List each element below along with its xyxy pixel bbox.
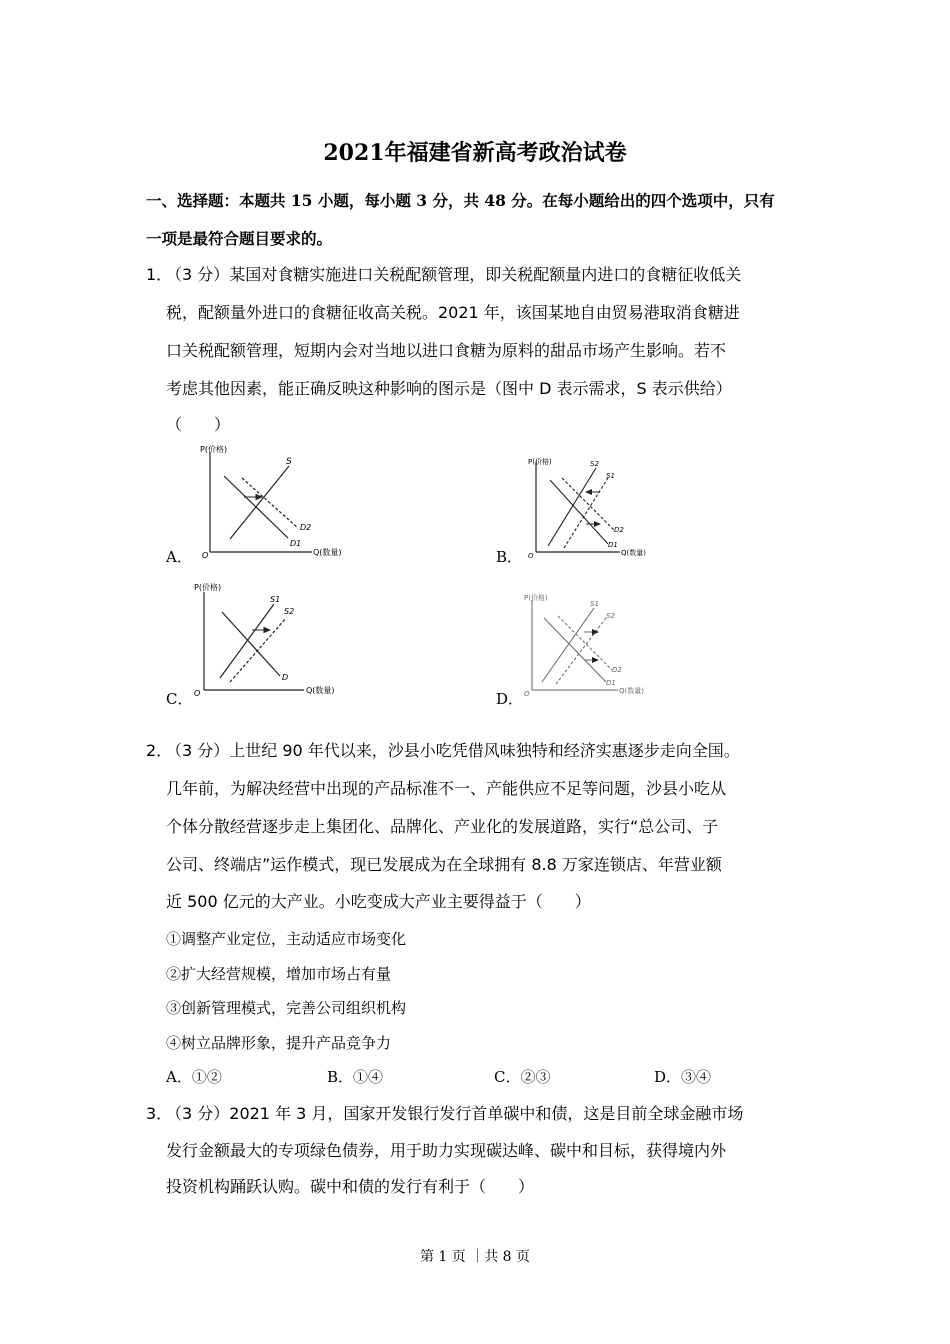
origin-label: O <box>202 551 209 560</box>
demand-curve-d1 <box>224 476 288 538</box>
q3-line-3: 投资机构踊跃认购。碳中和债的发行有利于（ ） <box>166 1177 535 1196</box>
s-label: S <box>286 457 292 467</box>
p-axis-label: P(价格) <box>194 583 222 592</box>
q2-line-2: 几年前，为解决经营中出现的产品标准不一、产能供应不足等问题，沙县小吃从 <box>166 779 727 798</box>
d2-label: D2 <box>614 526 624 534</box>
q2-line-5: 近 500 亿元的大产业。小吃变成大产业主要得益于（ ） <box>166 892 591 911</box>
q2-option-a: A．①② <box>166 1068 222 1086</box>
p-axis-label: P(价格) <box>200 445 228 454</box>
q2-line-1: （3 分）上世纪 90 年代以来，沙县小吃凭借风味独特和经济实惠逐步走向全国。 <box>166 741 740 760</box>
p-axis-label: P(价格) <box>524 594 548 602</box>
supply-curve-s1 <box>220 604 274 678</box>
q1-option-a-label: A． <box>166 548 192 566</box>
q1-option-b-label: B． <box>496 548 523 566</box>
q2-line-4: 公司、终端店”运作模式，现已发展成为在全球拥有 8.8 万家连锁店、年营业额 <box>166 855 722 874</box>
q-axis-label: Q(数量) <box>313 548 342 557</box>
s1-label: S1 <box>270 595 281 604</box>
graph-b <box>524 452 674 564</box>
d-label: D <box>282 673 289 682</box>
demand-curve-d1 <box>544 618 606 682</box>
q1-line-4: 考虑其他因素，能正确反映这种影响的图示是（图中 D 表示需求，S 表示供给） <box>166 379 732 398</box>
demand-curve-d <box>222 612 280 676</box>
q1-line-5: （ ） <box>166 415 231 434</box>
page-footer: 第 1 页 ｜共 8 页 <box>419 1249 531 1265</box>
origin-label: O <box>528 552 534 560</box>
q1-option-c-label: C． <box>166 690 193 708</box>
q1-line-3: 口关税配额管理，短期内会对当地以进口食糖为原料的甜品市场产生影响。若不 <box>166 341 727 360</box>
q-axis-label: Q(数量) <box>306 686 335 695</box>
graph-a <box>196 438 376 564</box>
q-axis-label: Q(数量) <box>621 549 646 557</box>
s1-label: S1 <box>606 472 615 480</box>
q2-option-d: D．③④ <box>654 1068 712 1086</box>
q2-item-1: ①调整产业定位，主动适应市场变化 <box>166 930 407 948</box>
q2-item-3: ③创新管理模式，完善公司组织机构 <box>166 999 407 1017</box>
supply-curve-s2 <box>230 618 289 682</box>
q2-option-c: C．②③ <box>494 1068 551 1086</box>
q1-line-1: （3 分）某国对食糖实施进口关税配额管理，即关税配额量内进口的食糖征收低关 <box>166 265 742 284</box>
q2-option-b: B．①④ <box>327 1068 384 1086</box>
page-title: 2021年福建省新高考政治试卷 <box>323 140 627 166</box>
p-axis-label: P(价格) <box>528 458 552 466</box>
d1-label: D1 <box>290 539 302 548</box>
section-heading-line-1: 一、选择题：本题共 15 小题，每小题 3 分，共 48 分。在每小题给出的四个选项中，只有 <box>146 191 775 210</box>
demand-curve-d1 <box>550 480 608 544</box>
q1-number: 1． <box>146 265 173 284</box>
origin-label: O <box>524 690 530 698</box>
q3-number: 3． <box>146 1104 173 1123</box>
origin-label: O <box>194 689 201 698</box>
d1-label: D1 <box>608 541 618 549</box>
graph-d <box>520 586 670 702</box>
q3-line-2: 发行金额最大的专项绿色债券，用于助力实现碳达峰、碳中和目标，获得境内外 <box>166 1141 727 1160</box>
d2-label: D2 <box>300 523 312 532</box>
s2-label: S2 <box>284 607 295 616</box>
s1-label: S1 <box>590 600 599 608</box>
q2-number: 2． <box>146 741 173 760</box>
q2-line-3: 个体分散经营逐步走上集团化、品牌化、产业化的发展道路，实行“总公司、子 <box>166 817 719 836</box>
s2-label: S2 <box>606 612 615 620</box>
q1-option-d-label: D． <box>496 690 524 708</box>
q3-line-1: （3 分）2021 年 3 月，国家开发银行发行首单碳中和债，这是目前全球金融市场 <box>166 1104 744 1123</box>
d1-label: D1 <box>606 679 616 687</box>
demand-curve-d2 <box>558 616 612 670</box>
supply-curve-s1 <box>542 608 594 682</box>
q2-item-4: ④树立品牌形象，提升产品竞争力 <box>166 1034 392 1052</box>
q-axis-label: Q(数量) <box>619 687 644 695</box>
section-heading-line-2: 一项是最符合题目要求的。 <box>146 229 333 248</box>
graph-c <box>190 578 370 702</box>
s2-label: S2 <box>590 460 599 468</box>
d2-label: D2 <box>612 666 622 674</box>
q1-line-2: 税，配额量外进口的食糖征收高关税。2021 年，该国某地自由贸易港取消食糖进 <box>166 303 740 322</box>
supply-curve-s <box>230 466 289 539</box>
q2-item-2: ②扩大经营规模，增加市场占有量 <box>166 965 392 983</box>
